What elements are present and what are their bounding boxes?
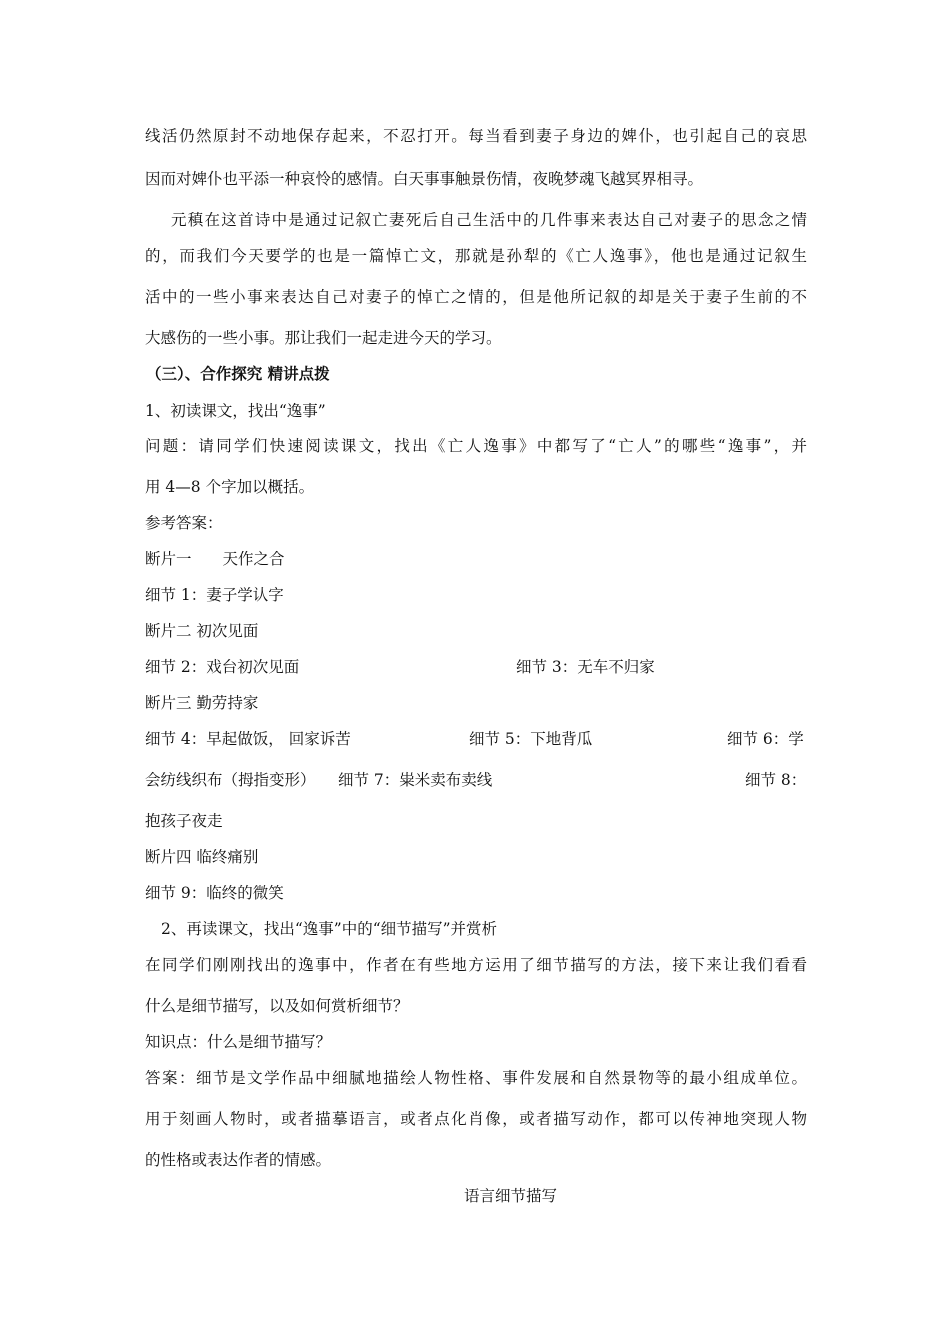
detail-item-continued: 抱孩子夜走 [145, 812, 223, 830]
task2-intro-line: 在同学们刚刚找出的逸事中，作者在有些地方运用了细节描写的方法，接下来让我们看看 [145, 956, 807, 974]
detail-item: 细节 3：无车不归家 [516, 658, 655, 676]
fragment-heading: 断片三 勤劳持家 [145, 694, 259, 712]
task2-intro-line: 什么是细节描写，以及如何赏析细节？ [145, 997, 409, 1015]
paragraph-line: 的，而我们今天要学的也是一篇悼亡文，那就是孙犁的《亡人逸事》，他也是通过记叙生 [145, 247, 807, 265]
detail-item: 细节 8： [745, 771, 807, 789]
detail-item: 细节 2：戏台初次见面 [145, 658, 300, 676]
paragraph-line: 线活仍然原封不动地保存起来，不忍打开。每当看到妻子身边的婢仆，也引起自己的哀思 [145, 127, 807, 145]
task1-question-line: 用 4—8 个字加以概括。 [145, 478, 315, 496]
answer-label: 参考答案： [145, 514, 223, 532]
detail-item: 细节 6：学 [727, 730, 804, 748]
task1-title: 1、初读课文，找出“逸事” [145, 402, 326, 420]
detail-item: 细节 1：妻子学认字 [145, 586, 284, 604]
fragment-heading: 断片一 天作之合 [145, 550, 285, 568]
paragraph-line: 因而对婢仆也平添一种哀怜的感情。白天事事触景伤情，夜晚梦魂飞越冥界相寻。 [145, 170, 704, 188]
answer-line: 答案：细节是文学作品中细腻地描绘人物性格、事件发展和自然景物等的最小组成单位。 [145, 1069, 807, 1087]
paragraph-line: 元稹在这首诗中是通过记叙亡妻死后自己生活中的几件事来表达自己对妻子的思念之情 [171, 211, 807, 229]
section-heading: （三）、合作探究 精讲点拨 [146, 365, 330, 383]
task2-title: 2、再读课文，找出“逸事”中的“细节描写”并赏析 [161, 920, 498, 938]
fragment-heading: 断片四 临终痛别 [145, 848, 259, 866]
detail-item: 细节 7：粜米卖布卖线 [338, 771, 493, 789]
paragraph-line: 活中的一些小事来表达自己对妻子的悼亡之情的，但是他所记叙的却是关于妻子生前的不 [145, 288, 807, 306]
task1-question-line: 问题：请同学们快速阅读课文，找出《亡人逸事》中都写了“亡人”的哪些“逸事”，并 [145, 437, 807, 455]
paragraph-line: 大感伤的一些小事。那让我们一起走进今天的学习。 [145, 329, 502, 347]
knowledge-point: 知识点：什么是细节描写？ [145, 1033, 332, 1051]
answer-line: 用于刻画人物时，或者描摹语言，或者点化肖像，或者描写动作，都可以传神地突现人物 [145, 1110, 807, 1128]
answer-line: 的性格或表达作者的情感。 [145, 1151, 332, 1169]
fragment-heading: 断片二 初次见面 [145, 622, 259, 640]
detail-item: 细节 5：下地背瓜 [469, 730, 593, 748]
detail-item: 细节 4：早起做饭， 回家诉苦 [145, 730, 351, 748]
detail-item-continued: 会纺线织布（拇指变形） [145, 771, 316, 789]
subheading: 语言细节描写 [464, 1187, 558, 1205]
detail-item: 细节 9：临终的微笑 [145, 884, 284, 902]
